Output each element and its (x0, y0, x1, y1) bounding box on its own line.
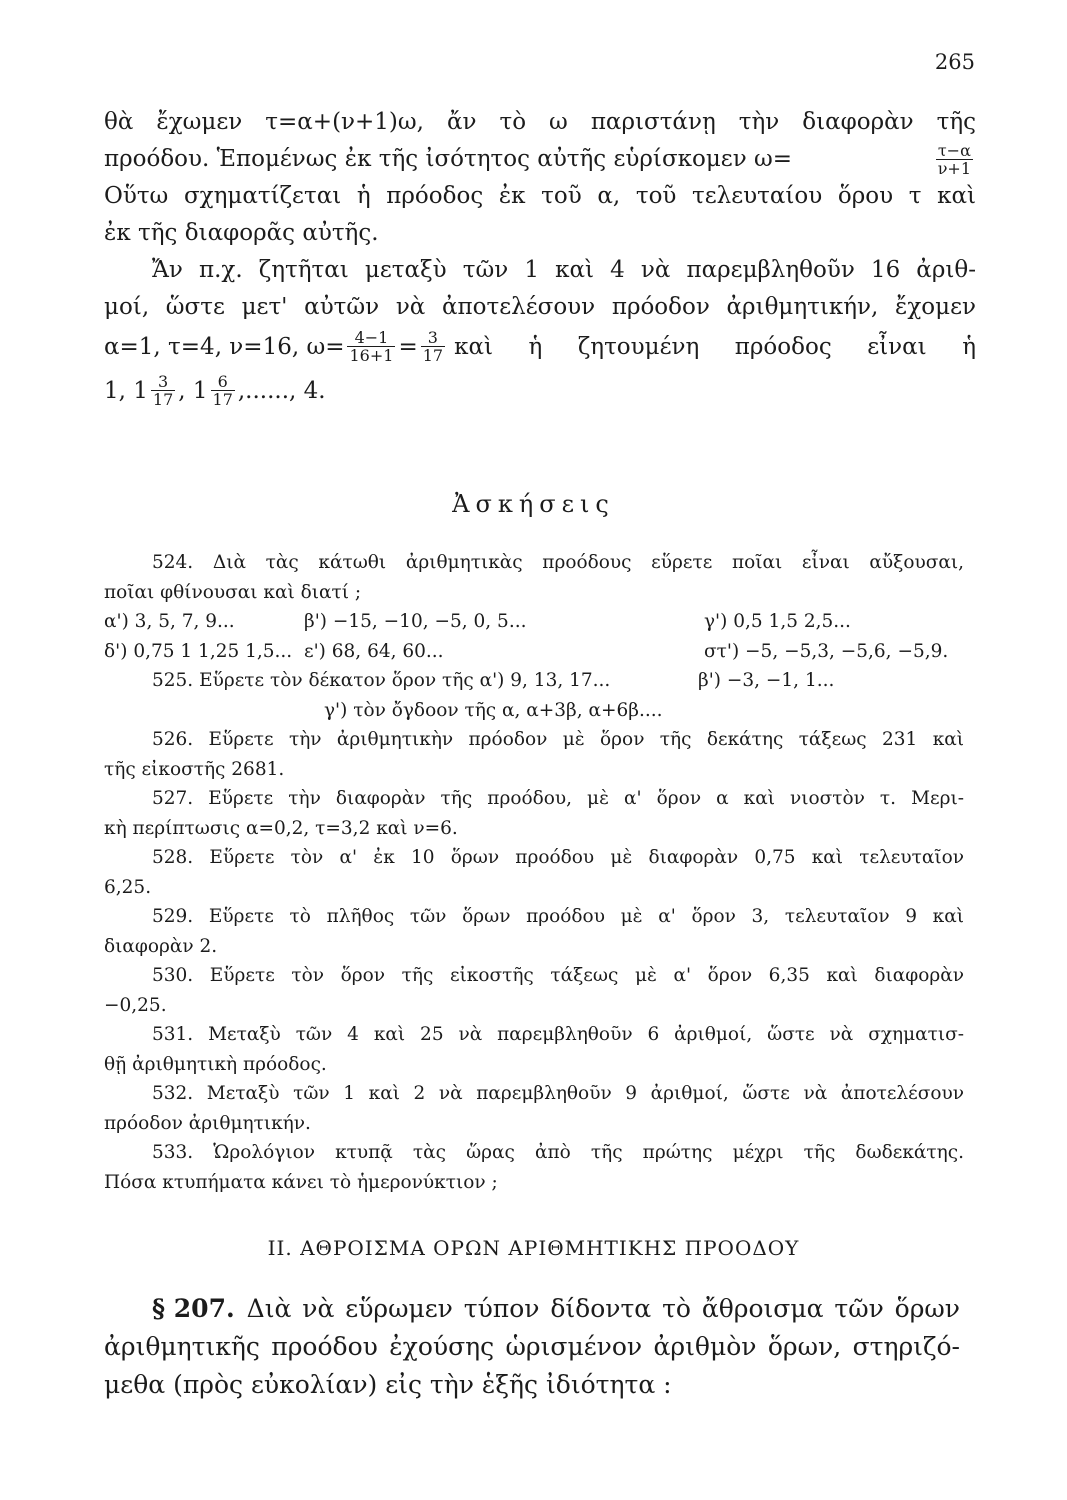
exercise-line: 533. Ὡρολόγιον κτυπᾷ τὰς ὥρας ἀπὸ τῆς πρώτης μέχρι τῆς δωδεκάτης. (152, 1142, 964, 1163)
exercises-list (104, 548, 964, 1197)
text-segment: 1, 1 (104, 377, 148, 404)
text-line: ἀριθμητικῆς προόδου ἐχούσης ὡρισμένον ἀριθμὸν ὅρων, στηριζό- (104, 1332, 960, 1361)
fraction-numerator: 3 (157, 372, 169, 391)
text-line-with-fractions (104, 326, 976, 368)
fraction (347, 330, 395, 364)
fraction-denominator: 17 (152, 390, 174, 409)
text-line: μοί, ὥστε μετ' αὐτῶν νὰ ἀποτελέσουν πρόοδον ἀριθμητικήν, ἔχομεν (104, 294, 976, 320)
fraction-denominator: 17 (422, 346, 444, 365)
option: β') −15, −10, −5, 0, 5... (304, 611, 527, 632)
option: β') −3, −1, 1... (698, 670, 835, 691)
fraction (211, 374, 235, 408)
exercise-line: 527. Εὕρετε τὴν διαφορὰν τῆς προόδου, μὲ α' ὅρον α καὶ νιοστὸν τ. Μερι- (152, 788, 964, 809)
fraction (151, 374, 175, 408)
text-line: ἐκ τῆς διαφορᾶς αὐτῆς. (104, 220, 379, 246)
exercise-line: 530. Εὕρετε τὸν ὅρον τῆς εἰκοστῆς τάξεως μὲ α' ὅρον 6,35 καὶ διαφορὰν (152, 965, 964, 986)
intro-paragraph (104, 104, 976, 414)
exercise-line: Πόσα κτυπήματα κάνει τὸ ἡμερονύκτιον ; (104, 1171, 498, 1193)
text-line: μεθα (πρὸς εὐκολίαν) εἰς τὴν ἑξῆς ἰδιότητα : (104, 1370, 672, 1399)
option: ε') 68, 64, 60... (304, 640, 444, 662)
section-207-paragraph (104, 1290, 960, 1404)
text-segment: προόδου. Ἑπομένως ἐκ τῆς ἰσότητος αὐτῆς εὑρίσκομεν ω= (104, 146, 793, 172)
exercise-line: θῇ ἀριθμητικὴ πρόοδος. (104, 1053, 327, 1075)
fraction-numerator: 3 (427, 328, 438, 347)
text-segment: καὶ ἡ ζητουμένη πρόοδος εἶναι ἡ (454, 333, 976, 360)
text-line: θὰ ἔχωμεν τ=α+(ν+1)ω, ἄν τὸ ω παριστάνῃ τὴν διαφορὰν τῆς (104, 109, 976, 135)
exercise-line: 531. Μεταξὺ τῶν 4 καὶ 25 νὰ παρεμβληθοῦν 6 ἀριθμοί, ὥστε νὰ σχηματισ- (152, 1024, 964, 1045)
fraction-denominator: ν+1 (937, 158, 971, 178)
text-segment: α=1, τ=4, ν=16, ω= (104, 333, 345, 360)
text-line: Οὕτω σχηματίζεται ἡ πρόοδος ἐκ τοῦ α, τοῦ τελευταίου ὅρου τ καὶ (104, 183, 976, 209)
text-segment: ,......, 4. (237, 377, 326, 404)
option: στ') −5, −5,3, −5,6, −5,9. (704, 640, 949, 662)
option: α') 3, 5, 7, 9... (104, 611, 235, 632)
section-heading: ΙΙ. ΑΘΡΟΙΣΜΑ ΟΡΩΝ ΑΡΙΘΜΗΤΙΚΗΣ ΠΡΟΟΔΟΥ (267, 1236, 800, 1260)
exercise-line: ποῖαι φθίνουσαι καὶ διατί ; (104, 581, 362, 603)
exercise-line: 526. Εὕρετε τὴν ἀριθμητικὴν πρόοδον μὲ ὅρον τῆς δεκάτης τάξεως 231 καὶ (152, 729, 964, 750)
exercise-line: 528. Εὕρετε τὸν α' ἐκ 10 ὅρων προόδου μὲ διαφορὰν 0,75 καὶ τελευταῖον (152, 847, 964, 868)
exercise-line: 532. Μεταξὺ τῶν 1 καὶ 2 νὰ παρεμβληθοῦν 9 ἀριθμοί, ὥστε νὰ ἀποτελέσουν (152, 1083, 964, 1104)
exercise-line: τῆς εἰκοστῆς 2681. (104, 758, 285, 780)
fraction (421, 330, 445, 364)
fraction-numerator: 4−1 (354, 328, 389, 347)
exercise-options-row (104, 637, 964, 667)
exercise-line: πρόοδον ἀριθμητικήν. (104, 1112, 311, 1134)
exercise-line (104, 666, 964, 696)
fraction-omega (936, 140, 973, 178)
exercise-text: 525. Εὕρετε τὸν δέκατον ὅρον τῆς α') 9, 13, 17... (152, 670, 611, 691)
exercise-options-row (104, 607, 964, 637)
exercise-line: 6,25. (104, 876, 152, 898)
progression-line (104, 368, 976, 414)
text-line-with-fraction (104, 141, 976, 178)
exercise-line: 524. Διὰ τὰς κάτωθι ἀριθμητικὰς προόδους εὕρετε ποῖαι εἶναι αὔξουσαι, (152, 552, 964, 573)
page-number: 265 (934, 50, 975, 74)
fraction-numerator: τ−α (937, 140, 971, 160)
exercise-line: διαφορὰν 2. (104, 935, 218, 957)
text-segment: , 1 (178, 377, 208, 404)
exercise-line: 529. Εὕρετε τὸ πλῆθος τῶν ὅρων προόδου μὲ α' ὅρον 3, τελευταῖον 9 καὶ (152, 906, 964, 927)
section-marker: § 207. (152, 1294, 235, 1323)
option: δ') 0,75 1 1,25 1,5... (104, 640, 293, 662)
exercise-line: κὴ περίπτωσις α=0,2, τ=3,2 καὶ ν=6. (104, 817, 458, 839)
option: γ') 0,5 1,5 2,5... (704, 611, 851, 632)
fraction-denominator: 17 (212, 390, 233, 409)
fraction-denominator: 16+1 (349, 346, 394, 365)
text-line (104, 1290, 960, 1328)
text-segment: Διὰ νὰ εὕρωμεν τύπον δίδοντα τὸ ἄθροισμα τῶν ὅρων (246, 1294, 960, 1323)
exercise-line: γ') τὸν ὄγδοον τῆς α, α+3β, α+6β.... (324, 699, 663, 721)
exercise-line: −0,25. (104, 994, 167, 1016)
exercises-heading: Ἀσκήσεις (452, 490, 615, 518)
text-line: Ἄν π.χ. ζητῆται μεταξὺ τῶν 1 καὶ 4 νὰ παρεμβληθοῦν 16 ἀριθ- (152, 257, 976, 283)
fraction-numerator: 6 (217, 372, 228, 391)
equals-sign: = (398, 333, 418, 360)
